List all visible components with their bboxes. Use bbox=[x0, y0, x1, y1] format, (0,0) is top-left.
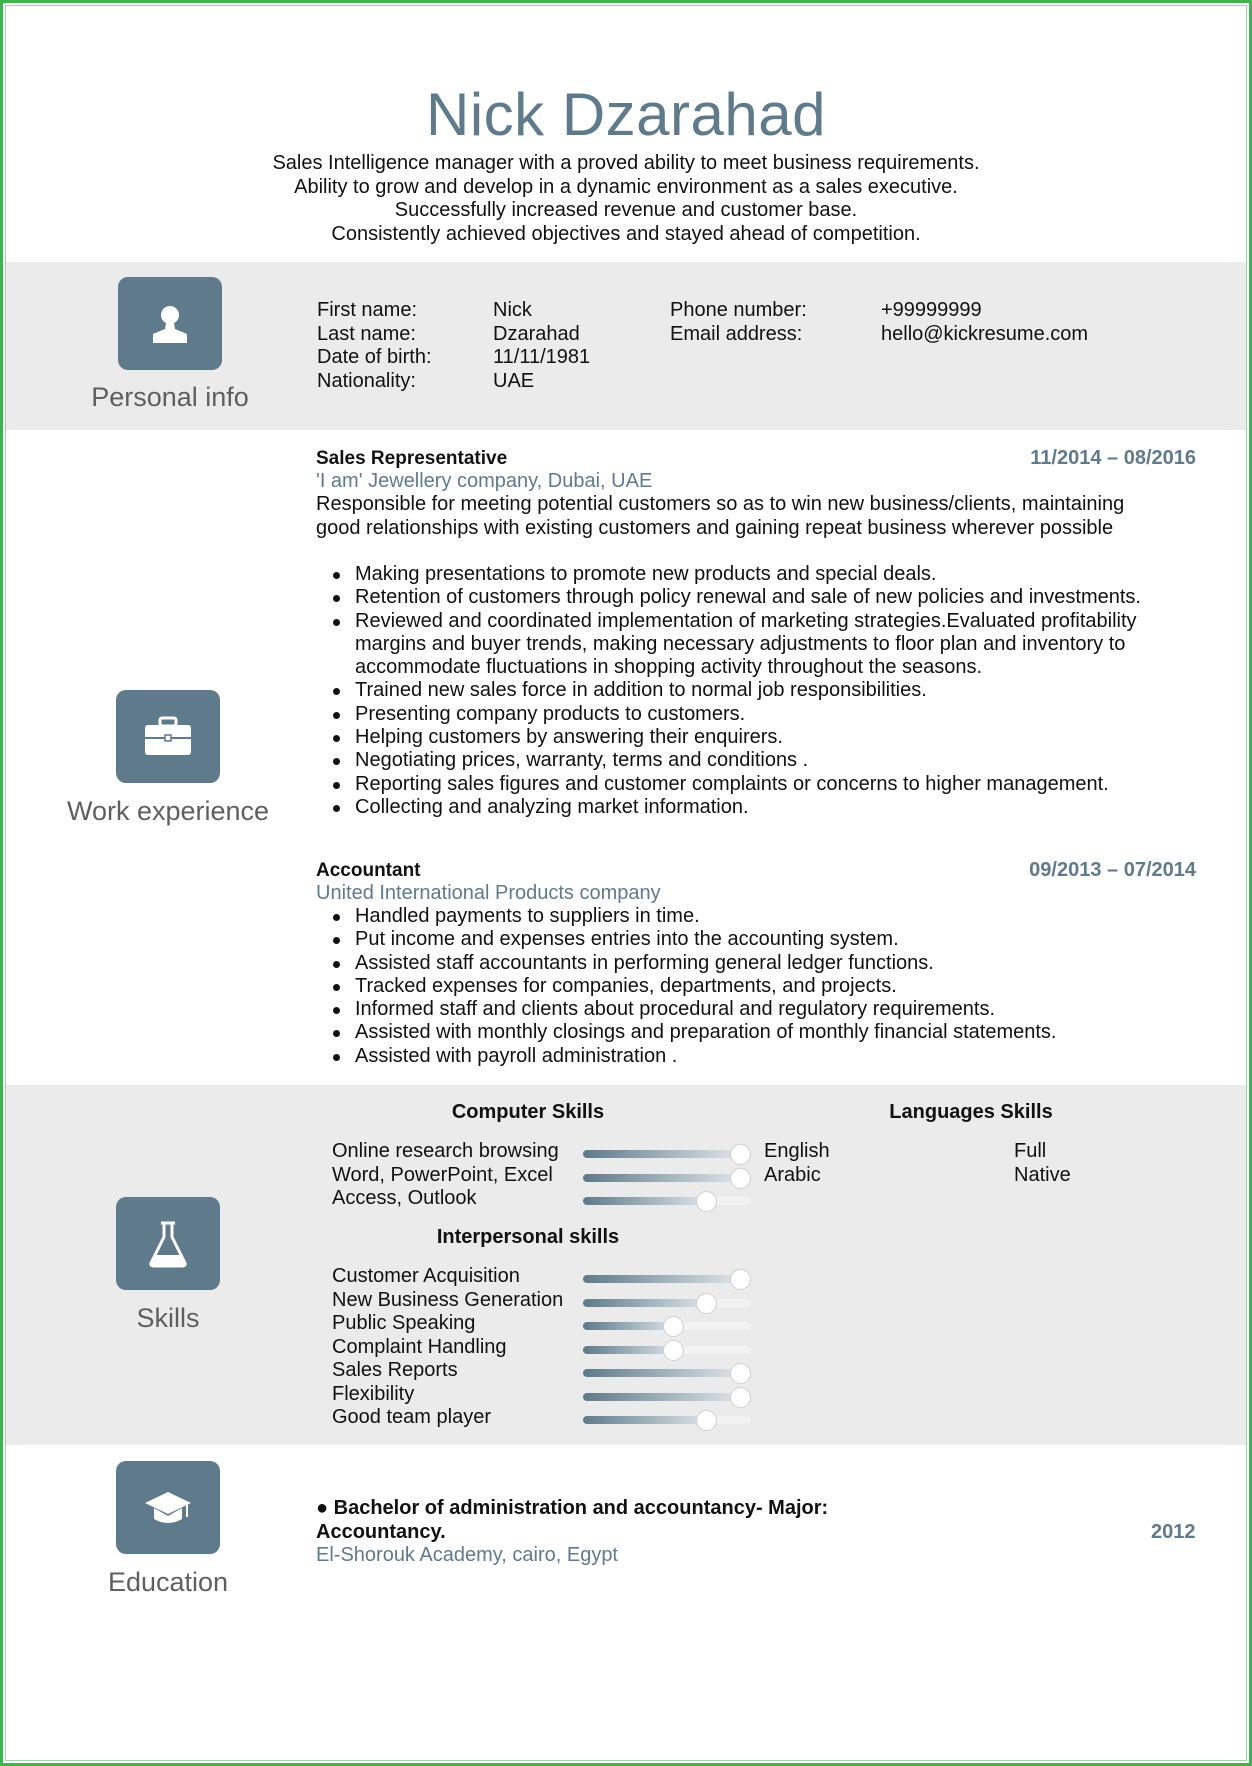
skill-name: New Business Generation bbox=[332, 1288, 564, 1311]
skill-level-knob bbox=[663, 1340, 684, 1361]
nationality-value: UAE bbox=[493, 369, 535, 392]
skill-level-fill bbox=[583, 1275, 751, 1283]
skill-name: Complaint Handling bbox=[332, 1335, 507, 1358]
skill-level-bar bbox=[583, 1346, 751, 1354]
list-item: Informed staff and clients about procedural and regulatory requirements. bbox=[316, 998, 1211, 1021]
skill-level-fill bbox=[583, 1174, 751, 1182]
section-label-work-experience: Work experience bbox=[66, 796, 270, 826]
skill-level-knob bbox=[730, 1168, 751, 1189]
last-name-value: Dzarahad bbox=[493, 322, 580, 345]
list-item: Trained new sales force in addition to normal job responsibilities. bbox=[316, 679, 1211, 702]
education-section bbox=[6, 1445, 1246, 1745]
list-item: Assisted staff accountants in performing general ledger functions. bbox=[316, 952, 1211, 975]
computer-skills-heading: Computer Skills bbox=[451, 1101, 605, 1123]
interpersonal-skills-heading: Interpersonal skills bbox=[436, 1226, 620, 1248]
list-item: Making presentations to promote new products and special deals. bbox=[316, 563, 1211, 586]
skill-name: Flexibility bbox=[332, 1382, 415, 1405]
skill-name: Public Speaking bbox=[332, 1312, 476, 1334]
summary-line: Ability to grow and develop in a dynamic environment as a sales executive. bbox=[294, 175, 958, 198]
skill-level-bar bbox=[583, 1275, 751, 1283]
section-label-skills: Skills bbox=[136, 1303, 200, 1333]
skill-level-knob bbox=[696, 1293, 717, 1314]
job-title: Sales Representative bbox=[316, 448, 508, 469]
graduation-year: 2012 bbox=[1151, 1521, 1196, 1543]
list-item: Reviewed and coordinated implementation of marketing strategies.Evaluated profitability margins and buyer trends, making necessary adjustments to floor plan and inventory to accommodate fluctuations in shopping activity throughout the seasons. bbox=[316, 610, 1211, 680]
resume-header bbox=[0, 0, 1252, 262]
summary-line: Successfully increased revenue and customer base. bbox=[394, 199, 858, 221]
skill-level-bar bbox=[583, 1299, 751, 1307]
language-level: Native bbox=[1014, 1164, 1071, 1186]
skill-level-bar bbox=[583, 1369, 751, 1377]
list-item: Retention of customers through policy renewal and sale of new policies and investments. bbox=[316, 586, 1211, 609]
flask-icon bbox=[116, 1197, 220, 1290]
skill-level-knob bbox=[730, 1387, 751, 1408]
field-label: Last name: bbox=[317, 322, 416, 345]
work-experience-section bbox=[6, 430, 1246, 1085]
first-name-value: Nick bbox=[493, 299, 532, 321]
personal-keys-right bbox=[670, 299, 807, 346]
skill-level-knob bbox=[730, 1269, 751, 1290]
field-label: Phone number: bbox=[670, 299, 807, 321]
skill-level-fill bbox=[583, 1393, 751, 1401]
skills-section bbox=[6, 1085, 1246, 1445]
job-date: 11/2014 – 08/2016 bbox=[1030, 447, 1196, 469]
list-item: Tracked expenses for companies, departments, and projects. bbox=[316, 975, 1211, 998]
job-company: 'I am' Jewellery company, Dubai, UAE bbox=[316, 470, 653, 492]
field-label: Date of birth: bbox=[317, 346, 432, 368]
date-of-birth-value: 11/11/1981 bbox=[493, 346, 591, 368]
personal-keys-left bbox=[317, 299, 432, 393]
job-title: Accountant bbox=[316, 860, 421, 881]
skill-name: Sales Reports bbox=[332, 1359, 458, 1381]
section-label-personal-info: Personal info bbox=[91, 382, 249, 412]
skill-name: Word, PowerPoint, Excel bbox=[332, 1163, 553, 1186]
list-item: Collecting and analyzing market information. bbox=[316, 796, 1211, 819]
skill-name: Customer Acquisition bbox=[332, 1265, 520, 1287]
degree-line: Accountancy. bbox=[316, 1521, 446, 1543]
school-name: El-Shorouk Academy, cairo, Egypt bbox=[316, 1544, 618, 1566]
skill-level-knob bbox=[663, 1316, 684, 1337]
email-value: hello@kickresume.com bbox=[881, 322, 1089, 345]
section-label-education: Education bbox=[107, 1567, 229, 1597]
graduation-cap-icon bbox=[116, 1461, 220, 1554]
degree-title bbox=[316, 1496, 828, 1544]
language-name: English bbox=[764, 1140, 830, 1162]
field-label: Nationality: bbox=[317, 369, 416, 392]
skill-level-bar bbox=[583, 1393, 751, 1401]
job-description bbox=[316, 493, 1216, 540]
list-item: Presenting company products to customers. bbox=[316, 703, 1211, 726]
personal-values-left bbox=[493, 299, 590, 393]
job-description-line: good relationships with existing customers and gaining repeat business wherever possible bbox=[316, 516, 1114, 539]
list-item: Helping customers by answering their enquirers. bbox=[316, 726, 1211, 749]
candidate-name: Nick Dzarahad bbox=[426, 81, 826, 148]
skill-level-knob bbox=[730, 1363, 751, 1384]
skill-level-bar bbox=[583, 1197, 751, 1205]
list-item: Handled payments to suppliers in time. bbox=[316, 905, 1211, 928]
summary-line: Consistently achieved objectives and stayed ahead of competition. bbox=[331, 222, 921, 245]
skill-level-knob bbox=[696, 1410, 717, 1431]
skill-level-knob bbox=[730, 1144, 751, 1165]
personal-values-right bbox=[881, 299, 1088, 346]
personal-info-section bbox=[6, 262, 1246, 430]
summary bbox=[0, 152, 1252, 246]
job-description-line: Responsible for meeting potential customers so as to win new business/clients, maintaining bbox=[316, 493, 1125, 515]
list-item: Assisted with monthly closings and preparation of monthly financial statements. bbox=[316, 1021, 1211, 1044]
job-bullets bbox=[316, 563, 1211, 819]
skill-name: Good team player bbox=[332, 1406, 491, 1428]
list-item: Put income and expenses entries into the accounting system. bbox=[316, 928, 1211, 951]
job-date: 09/2013 – 07/2014 bbox=[1029, 859, 1196, 881]
languages-skills-heading: Languages Skills bbox=[889, 1101, 1053, 1123]
skill-level-fill bbox=[583, 1150, 751, 1158]
skill-level-knob bbox=[696, 1191, 717, 1212]
skill-name: Online research browsing bbox=[332, 1140, 559, 1162]
skill-name: Access, Outlook bbox=[332, 1187, 477, 1209]
field-label: Email address: bbox=[670, 322, 803, 345]
job-bullets bbox=[316, 905, 1211, 1068]
briefcase-icon bbox=[116, 690, 220, 783]
skill-level-fill bbox=[583, 1369, 751, 1377]
list-item: Assisted with payroll administration . bbox=[316, 1045, 1211, 1068]
skill-level-bar bbox=[583, 1150, 751, 1158]
language-level: Full bbox=[1014, 1140, 1047, 1162]
skill-level-bar bbox=[583, 1322, 751, 1330]
person-icon bbox=[118, 277, 222, 370]
phone-value: +99999999 bbox=[881, 299, 982, 321]
skill-level-bar bbox=[583, 1416, 751, 1424]
summary-line: Sales Intelligence manager with a proved ability to meet business requirements. bbox=[272, 152, 980, 174]
job-company: United International Products company bbox=[316, 882, 661, 904]
field-label: First name: bbox=[317, 299, 418, 321]
degree-line: ● Bachelor of administration and accountancy- Major: bbox=[316, 1497, 829, 1519]
language-name: Arabic bbox=[764, 1164, 821, 1186]
skill-level-bar bbox=[583, 1174, 751, 1182]
list-item: Negotiating prices, warranty, terms and conditions . bbox=[316, 749, 1211, 772]
list-item: Reporting sales figures and customer complaints or concerns to higher management. bbox=[316, 773, 1211, 796]
